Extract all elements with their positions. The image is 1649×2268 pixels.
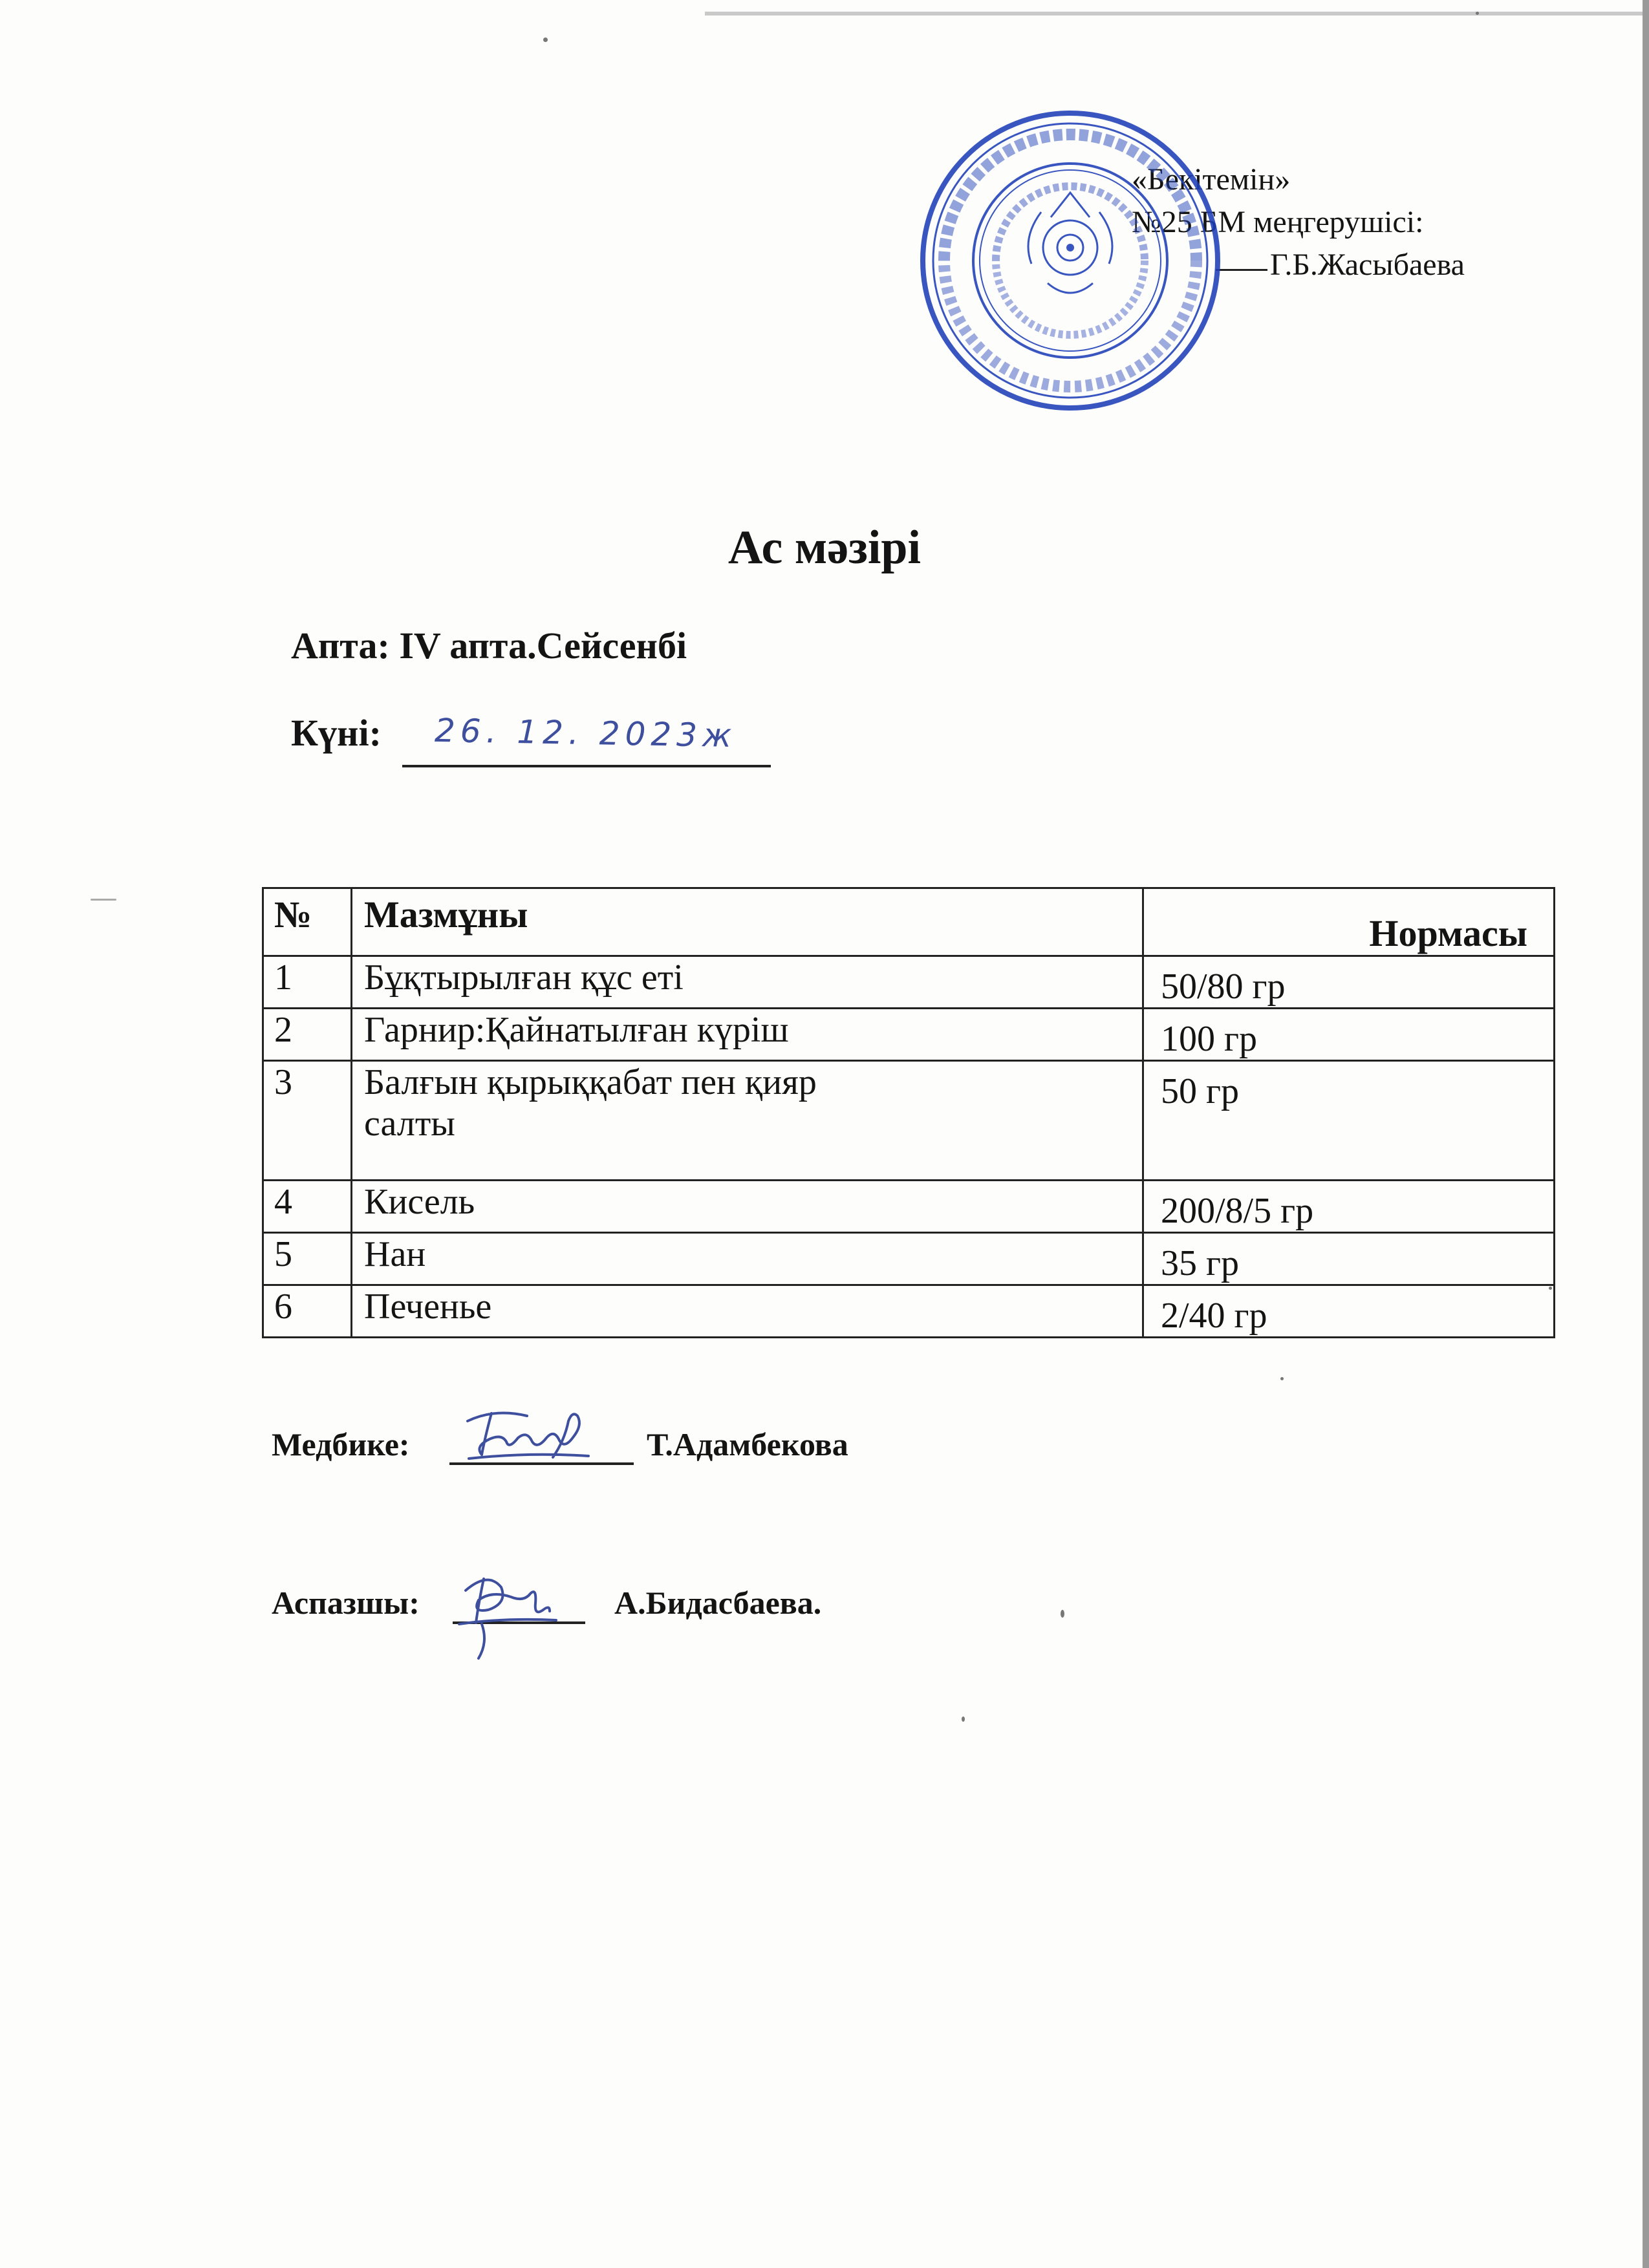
scan-edge-right [1643,0,1649,2268]
header-content: Мазмұны [352,888,1143,956]
row-content: Гарнир:Қайнатылған күріш [352,1009,1143,1061]
scan-speck [962,1717,965,1722]
cook-label: Аспазшы: [272,1585,420,1621]
approval-name: Г.Б.Жасыбаева [1270,248,1465,282]
date-label: Күні: [291,712,382,754]
page-title: Ас мәзірі [727,521,921,574]
row-num: 2 [263,1009,352,1061]
row-norm: 35 гр [1143,1233,1555,1285]
row-norm: 50 гр [1143,1061,1555,1181]
row-num: 4 [263,1181,352,1233]
row-norm: 2/40 гр [1143,1285,1555,1338]
row-num: 1 [263,956,352,1009]
row-norm: 200/8/5 гр [1143,1181,1555,1233]
table-row [263,1233,1555,1285]
date-value: 26. 12. 2023ж [434,711,737,755]
table-row [263,1061,1555,1181]
cook-signature-icon [453,1565,563,1662]
row-num: 5 [263,1233,352,1285]
header-norm: Нормасы [1143,888,1555,956]
medbike-signature-icon [456,1402,598,1466]
table-row [263,1181,1555,1233]
scan-speck [1476,12,1479,15]
row-norm: 100 гр [1143,1009,1555,1061]
approval-heading: «Бекітемін» [1132,162,1291,197]
approval-signature-line [1216,269,1267,271]
scan-speck [1280,1377,1284,1380]
official-stamp-icon [918,109,1222,412]
menu-table [262,887,1555,1338]
table-header-row [263,888,1555,956]
medbike-name: Т.Адамбекова [647,1426,848,1462]
table-row [263,956,1555,1009]
row-content: Нан [352,1233,1143,1285]
date-underline [402,765,771,767]
row-num: 3 [263,1061,352,1181]
row-num: 6 [263,1285,352,1338]
header-num: № [263,888,352,956]
row-content: Бұқтырылған құс еті [352,956,1143,1009]
row-content: Кисель [352,1181,1143,1233]
table-row [263,1285,1555,1338]
medbike-label: Медбике: [272,1426,410,1462]
row-norm: 50/80 гр [1143,956,1555,1009]
scan-speck [91,899,116,901]
week-line: Апта: IV апта.Сейсенбі [291,625,687,667]
row-content: Балғын қырыққабат пен қияр салты [352,1061,1143,1181]
scan-speck [1061,1610,1064,1618]
approval-position: №25 БМ меңгерушісі: [1132,205,1424,239]
table-row [263,1009,1555,1061]
cook-name: А.Бидасбаева. [614,1585,822,1621]
scan-speck [543,37,548,42]
row-content: Печенье [352,1285,1143,1338]
scan-edge-top [705,12,1649,16]
